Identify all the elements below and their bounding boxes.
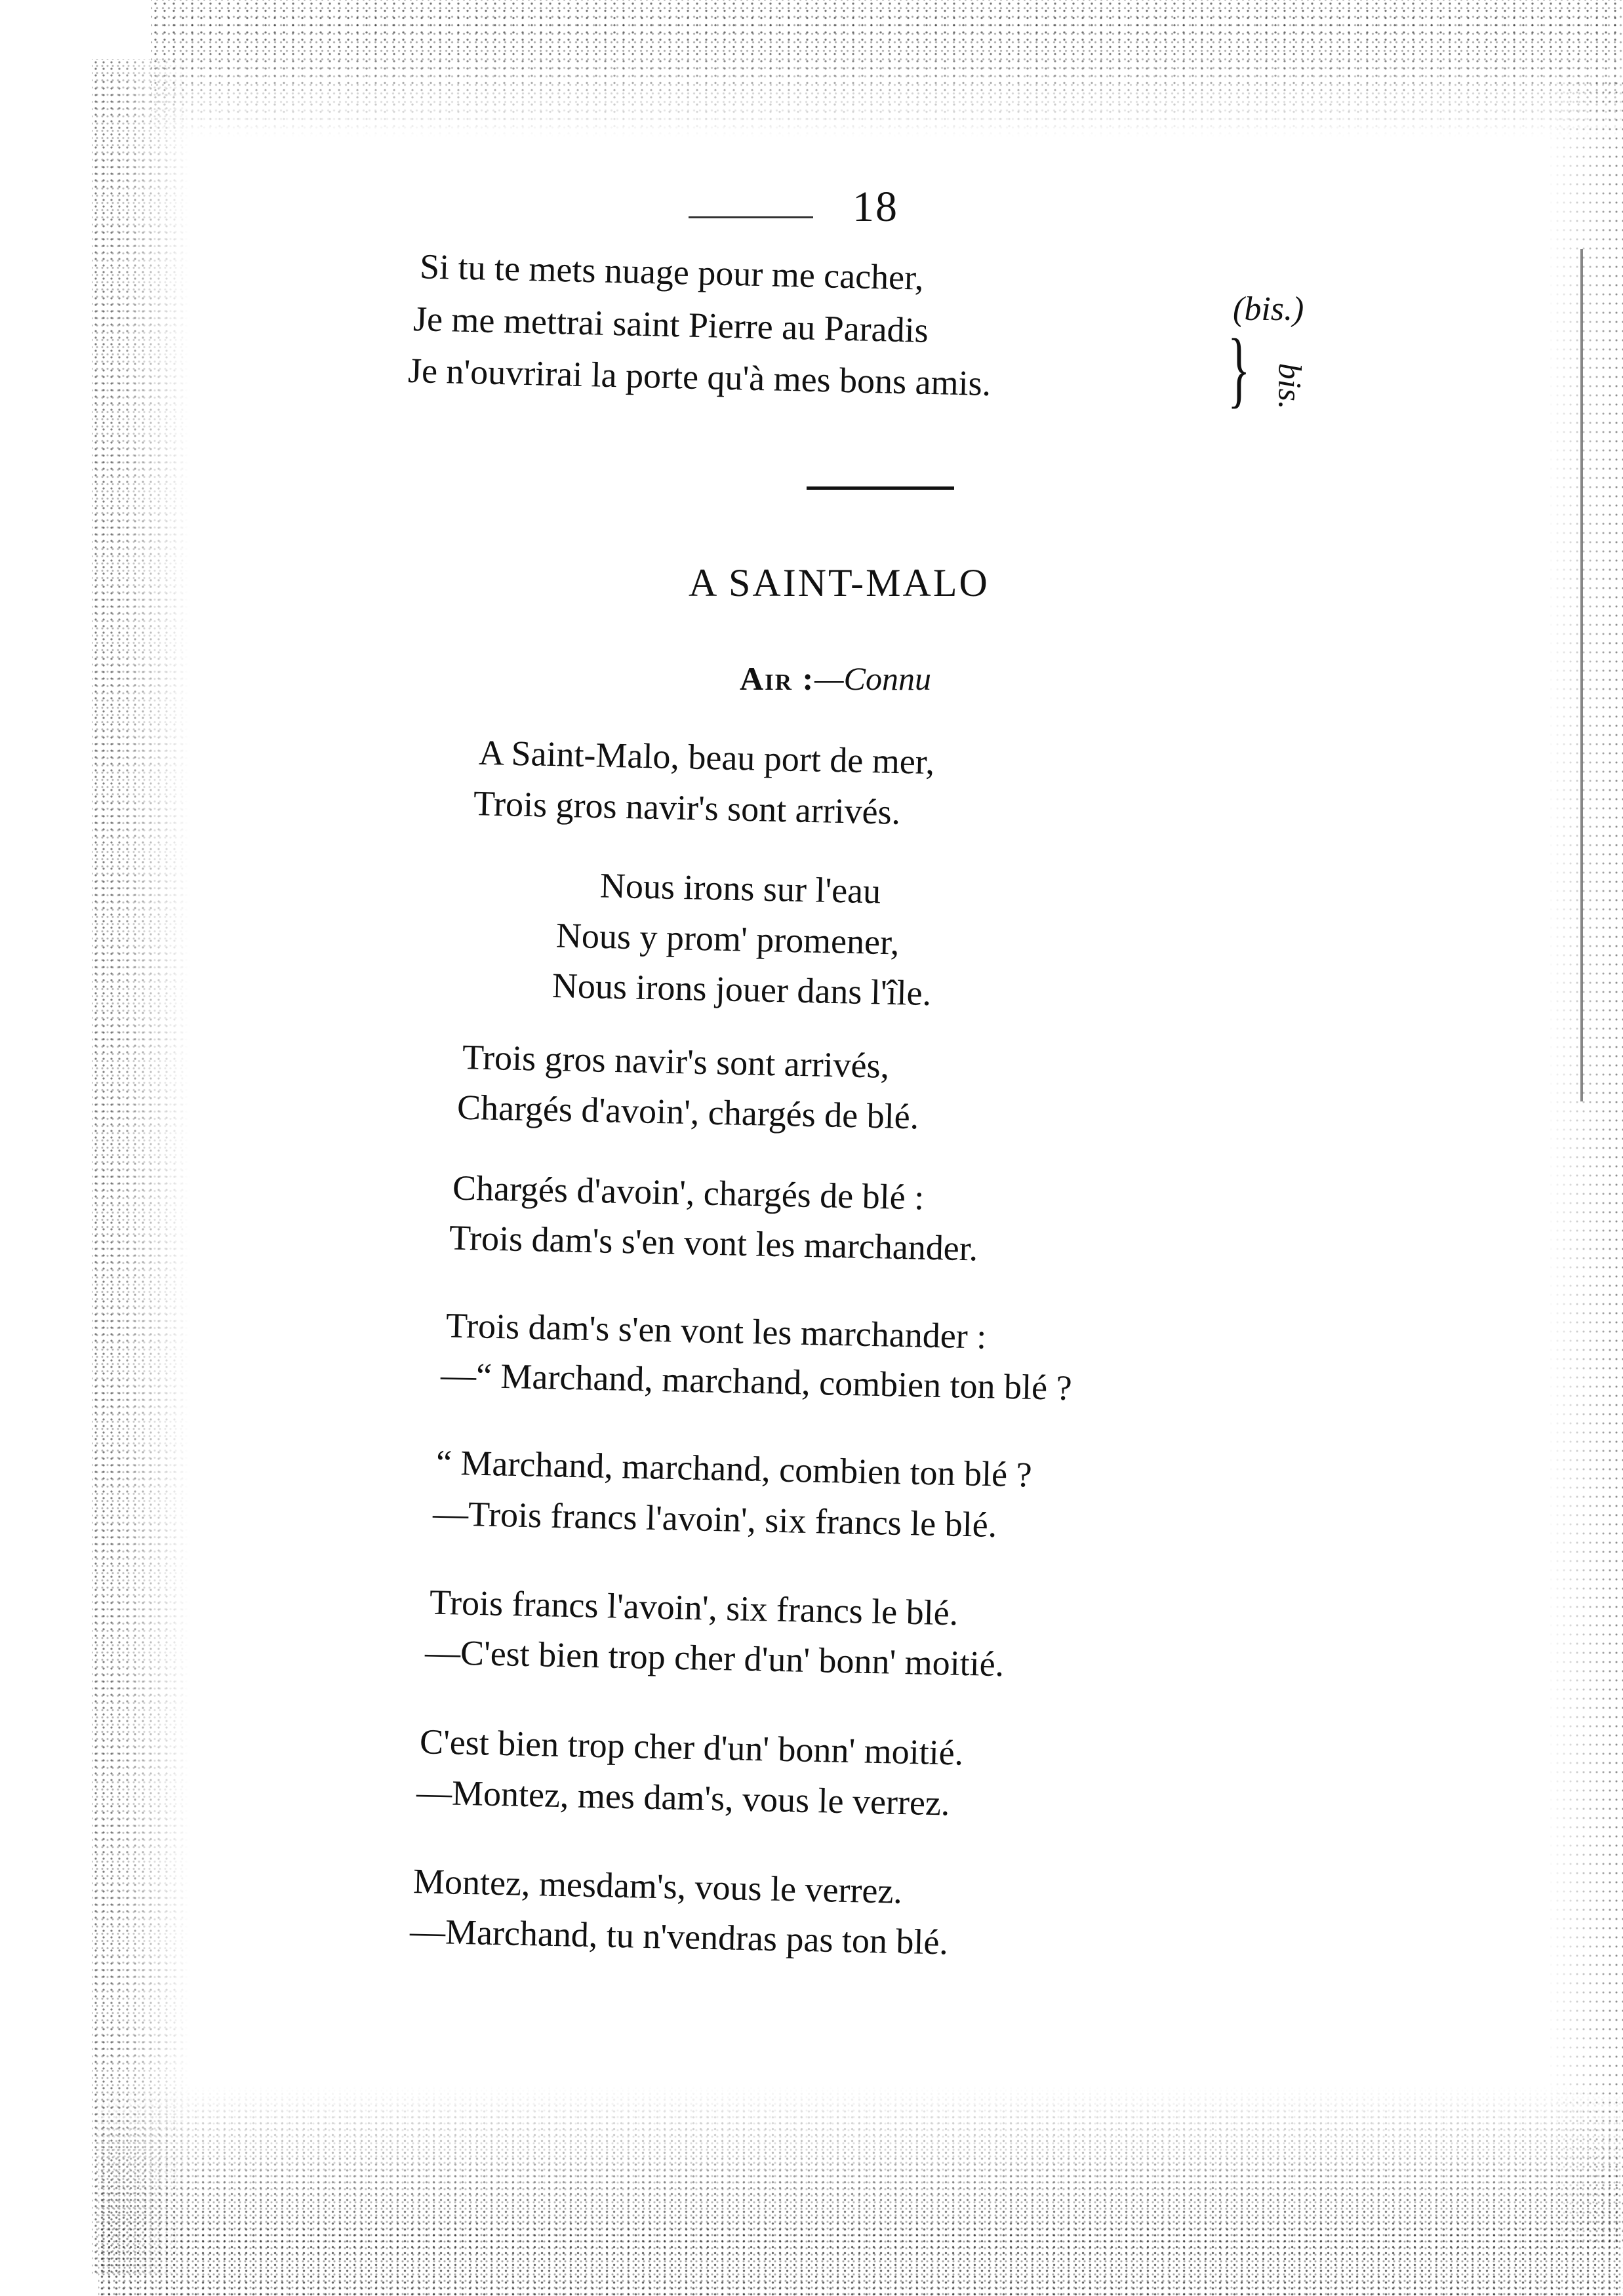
verse-line: Chargés d'avoin', chargés de blé. <box>456 1087 919 1137</box>
curly-brace: } <box>1228 322 1251 416</box>
verse-line: —C'est bien trop cher d'un' bonn' moitié. <box>424 1632 1005 1684</box>
binding-shadow <box>1580 249 1583 1101</box>
air-line <box>740 660 931 698</box>
verse-line: Trois dam's s'en vont les marchander. <box>449 1217 978 1269</box>
refrain-line: Nous irons jouer dans l'île. <box>551 965 932 1014</box>
verse-line: A Saint-Malo, beau port de mer, <box>478 732 935 782</box>
scan-noise-left <box>92 59 190 2275</box>
verse-line: Trois francs l'avoin', six francs le blé. <box>429 1582 959 1633</box>
verse-line: Trois gros navir's sont arrivés. <box>473 783 901 832</box>
page-number-dash <box>689 216 813 218</box>
scan-noise-top <box>151 0 1623 138</box>
page-number: 18 <box>852 183 898 231</box>
verse-line: Montez, mesdam's, vous le verrez. <box>412 1861 903 1911</box>
verse-line: C'est bien trop cher d'un' bonn' moitié. <box>419 1722 964 1773</box>
repeat-mark: (bis.) <box>1233 290 1304 328</box>
air-label: Air : <box>740 660 815 697</box>
section-divider <box>807 486 954 490</box>
repeat-mark-rotated: bis. <box>1272 363 1309 410</box>
verse-line: —Montez, mes dam's, vous le verrez. <box>416 1772 951 1823</box>
verse-line: Chargés d'avoin', chargés de blé : <box>452 1168 925 1217</box>
scan-noise-bottom <box>98 2085 1623 2296</box>
prev-verse-line: Je n'ouvrirai la porte qu'à mes bons amis. <box>407 350 992 404</box>
refrain-line: Nous irons sur l'eau <box>599 865 881 911</box>
verse-line: Trois dam's s'en vont les marchander : <box>445 1305 987 1356</box>
verse-line: —Marchand, tu n'vendras pas ton blé. <box>409 1911 949 1962</box>
verse-line: —“ Marchand, marchand, combien ton blé ? <box>440 1355 1073 1408</box>
prev-verse-line: Je me mettrai saint Pierre au Paradis <box>412 299 929 350</box>
verse-line: “ Marchand, marchand, combien ton blé ? <box>435 1442 1033 1495</box>
verse-line: —Trois francs l'avoin', six francs le blé. <box>432 1493 997 1545</box>
air-value: —Connu <box>814 660 931 697</box>
scan-noise-right <box>1548 79 1623 2242</box>
prev-verse-line: Si tu te mets nuage pour me cacher, <box>419 247 925 298</box>
refrain-line: Nous y prom' promener, <box>555 915 900 962</box>
song-title: A SAINT-MALO <box>689 561 990 604</box>
verse-line: Trois gros navir's sont arrivés, <box>462 1037 890 1086</box>
